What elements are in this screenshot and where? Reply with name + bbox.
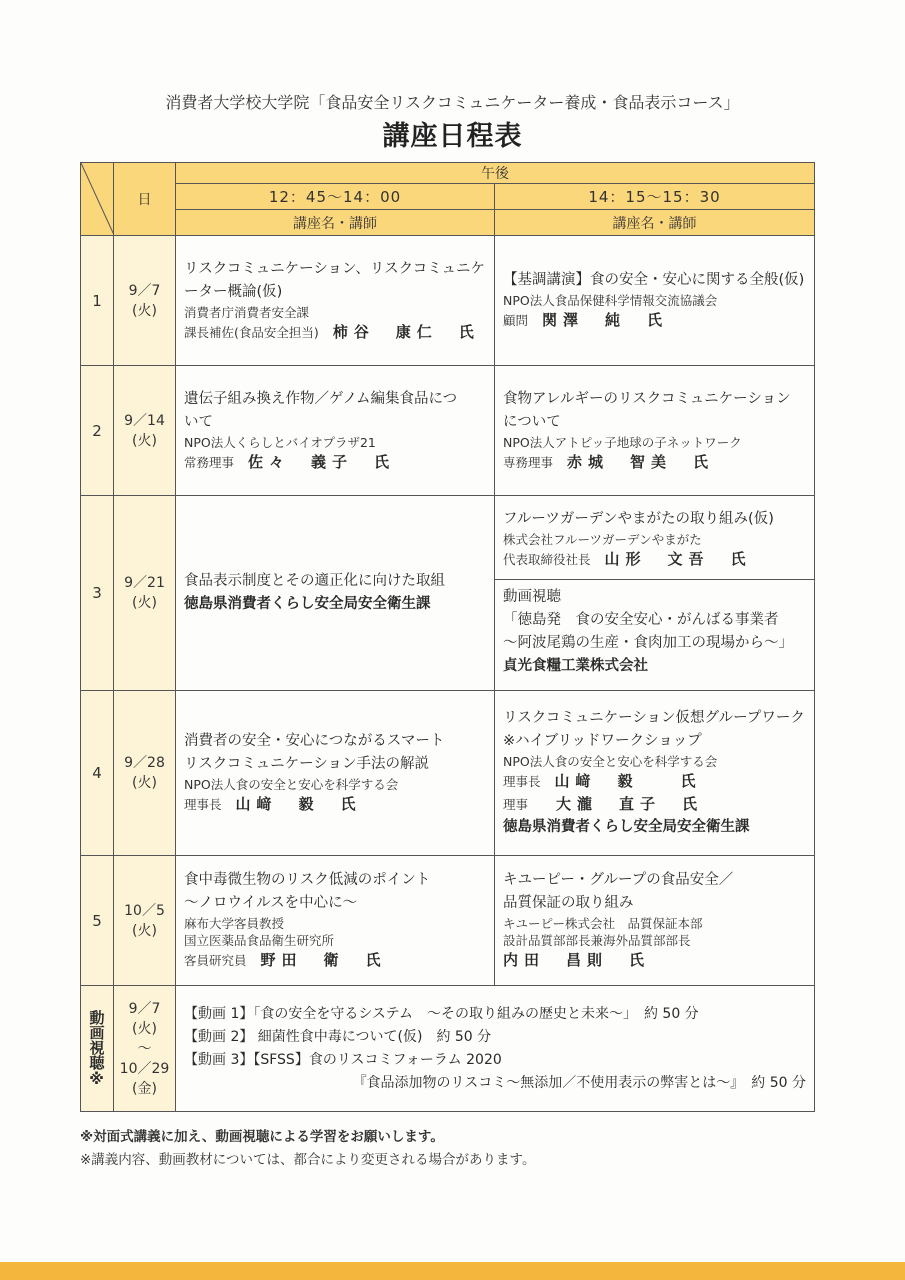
lecture-title: 〜ノロウイルスを中心に〜 (184, 895, 358, 911)
row-date (114, 691, 176, 856)
weekday-text: (火) (132, 432, 157, 449)
lecturer-name: 関澤 純 氏 (542, 311, 669, 329)
lecturer-position: 理事 (503, 797, 529, 812)
table-row (81, 366, 815, 496)
row-date (114, 856, 176, 986)
lecturer-position: 理事長 (503, 774, 541, 789)
lecturer-org: 貞光食糧工業株式会社 (503, 658, 648, 674)
lecturer-org: 株式会社フルーツガーデンやまがた (503, 532, 702, 547)
video-row (81, 986, 815, 1112)
note-1: ※対面式講義に加え、動画視聴による学習をお願いします。 (80, 1129, 444, 1145)
slot2-cell (495, 496, 815, 691)
table-row (81, 856, 815, 986)
date-text: 9／28 (124, 755, 165, 771)
lecturer-org: NPO法人アトピッ子地球の子ネットワーク (503, 434, 742, 450)
lecturer-name: 佐々 義子 氏 (248, 452, 396, 471)
lecturer-org: NPO法人食の安全と安心を科学する会 (184, 777, 399, 792)
lecturer-org: NPO法人食品保健科学情報交流協議会 (503, 293, 718, 308)
lecture-title: リスクコミュニケーション、リスクコミュニケ (184, 260, 486, 277)
lecturer-name: 山﨑 毅 氏 (235, 795, 362, 813)
weekday-text: (火) (132, 595, 157, 611)
header-slot2-sub: 講座名・講師 (495, 210, 815, 236)
table-row (81, 496, 815, 691)
lecturer-position: 常務理事 (184, 454, 235, 470)
video-date-cell (114, 986, 176, 1112)
weekday-text: (火) (132, 922, 157, 939)
lecture-title: ※ハイブリッドワークショップ (503, 733, 702, 749)
row-number: 4 (81, 691, 114, 856)
lecturer-position: 客員研究員 (184, 953, 247, 968)
row-number: 3 (81, 496, 114, 691)
lecture-title: 遺伝子組み換え作物／ゲノム編集食品につ (184, 390, 458, 407)
lecture-title: 消費者の安全・安心につながるスマート (184, 733, 445, 749)
lecture-title: キユーピー・グループの食品安全／ (503, 872, 734, 888)
lecture-title: 品質保証の取り組み (503, 895, 634, 911)
header-slot2-time: 14：15〜15：30 (495, 184, 815, 210)
header-slot1-sub: 講座名・講師 (176, 210, 495, 236)
header-afternoon: 午後 (176, 163, 815, 184)
weekday-text: (火) (132, 302, 157, 319)
lecturer-org: 徳島県消費者くらし安全局安全衛生課 (503, 819, 750, 835)
date-to: 10／29 (119, 1060, 170, 1077)
row-date (114, 236, 176, 366)
weekday-to: (金) (132, 1080, 157, 1097)
slot2-cell (495, 856, 815, 986)
slot2-cell (495, 366, 815, 496)
video-label-cell (81, 986, 114, 1112)
lecture-title: フルーツガーデンやまがたの取り組み(仮) (503, 511, 774, 527)
header-day: 日 (114, 163, 176, 236)
slot1-cell (176, 366, 495, 496)
video-section (495, 579, 814, 678)
lecturer-org: 消費者庁消費者安全課 (184, 304, 310, 320)
schedule-table (80, 162, 815, 1112)
lecturer-name: 山﨑 毅 氏 (554, 772, 702, 790)
row-number: 2 (81, 366, 114, 496)
lecturer-org: キユーピー株式会社 品質保証本部 (503, 916, 703, 931)
row-date (114, 496, 176, 691)
weekday-from: (火) (132, 1020, 157, 1037)
lecturer-org: 設計品質部部長兼海外品質部部長 (503, 933, 691, 948)
table-row (81, 691, 815, 856)
page-subtitle: 消費者大学校大学院「食品安全リスクコミュニケーター養成・食品表示コース」 (165, 93, 740, 112)
table-row (81, 236, 815, 366)
date-from: 9／7 (128, 1000, 161, 1017)
lecturer-name: 大瀧 直子 氏 (556, 795, 704, 813)
row-number: 5 (81, 856, 114, 986)
lecture-title: いて (184, 413, 213, 430)
lecture-title: 【基調講演】食の安全・安心に関する全般(仮) (503, 272, 805, 288)
page-title: 講座日程表 (382, 121, 523, 152)
lecturer-org: NPO法人食の安全と安心を科学する会 (503, 754, 718, 769)
video-title: 〜阿波尾鶏の生産・食肉加工の現場から〜」 (503, 635, 793, 651)
lecture-title: リスクコミュニケーション手法の解説 (184, 756, 430, 772)
slot1-cell (176, 691, 495, 856)
date-text: 9／7 (128, 282, 161, 299)
video-label: 動画視聴※ (87, 1009, 106, 1088)
lecture-title: リスクコミュニケーション仮想グループワーク (503, 710, 805, 726)
lecturer-position: 専務理事 (503, 454, 554, 470)
lecture-title: 食物アレルギーのリスクコミュニケーション (503, 390, 791, 407)
lecturer-position: 代表取締役社長 (503, 552, 591, 567)
lecturer-name: 柿谷 康仁 氏 (332, 322, 480, 341)
lecturer-name: 赤城 智美 氏 (567, 452, 715, 471)
row-date (114, 366, 176, 496)
lecturer-name: 山形 文吾 氏 (604, 550, 752, 568)
row-number: 1 (81, 236, 114, 366)
video-label: 動画視聴 (503, 589, 561, 605)
video-title: 「徳島発 食の安全安心・がんばる事業者 (503, 612, 779, 628)
lecture-title: 食品表示制度とその適正化に向けた取組 (184, 573, 445, 589)
slot1-cell (176, 856, 495, 986)
header-slot1-time: 12：45〜14：00 (176, 184, 495, 210)
lecturer-position: 顧問 (503, 313, 529, 328)
lecture-title: 食中毒微生物のリスク低減のポイント (184, 872, 431, 888)
date-tilde: 〜 (137, 1040, 152, 1057)
slot1-cell (176, 236, 495, 366)
date-text: 9／21 (124, 575, 165, 591)
slot2-cell (495, 691, 815, 856)
lecturer-position: 理事長 (184, 797, 222, 812)
slot1-cell (176, 496, 495, 691)
note-2: ※講義内容、動画教材については、都合により変更される場合があります。 (80, 1152, 536, 1168)
video-item: 【動画 2】 細菌性食中毒について(仮) 約 50 分 (184, 1028, 492, 1045)
video-item: 【動画 1】「食の安全を守るシステム 〜その取り組みの歴史と未来〜」 約 50 分 (184, 1005, 699, 1022)
date-text: 10／5 (124, 902, 165, 919)
lecturer-org: 国立医薬品食品衛生研究所 (184, 933, 335, 948)
header-diagonal-cell (81, 163, 114, 236)
video-item: 『食品添加物のリスコミ〜無添加／不使用表示の弊害とは〜』 約 50 分 (352, 1074, 806, 1091)
lecture-title: について (503, 413, 561, 430)
notes (80, 1126, 535, 1172)
lecturer-name: 野田 衛 氏 (260, 951, 387, 969)
date-text: 9／14 (124, 412, 165, 429)
lecturer-org: 徳島県消費者くらし安全局安全衛生課 (184, 596, 431, 612)
lecture-title: ーター概論(仮) (184, 283, 283, 300)
video-list-cell (176, 986, 815, 1112)
lecturer-name: 内田 昌則 氏 (503, 951, 651, 969)
lecturer-org: NPO法人くらしとバイオプラザ21 (184, 434, 376, 450)
video-item: 【動画 3】【SFSS】食のリスコミフォーラム 2020 (184, 1051, 502, 1068)
lecturer-position: 課長補佐(食品安全担当) (184, 324, 319, 340)
lecturer-org: 麻布大学客員教授 (184, 916, 285, 931)
weekday-text: (火) (132, 775, 157, 791)
bottom-band (0, 1262, 905, 1280)
slot2-cell (495, 236, 815, 366)
